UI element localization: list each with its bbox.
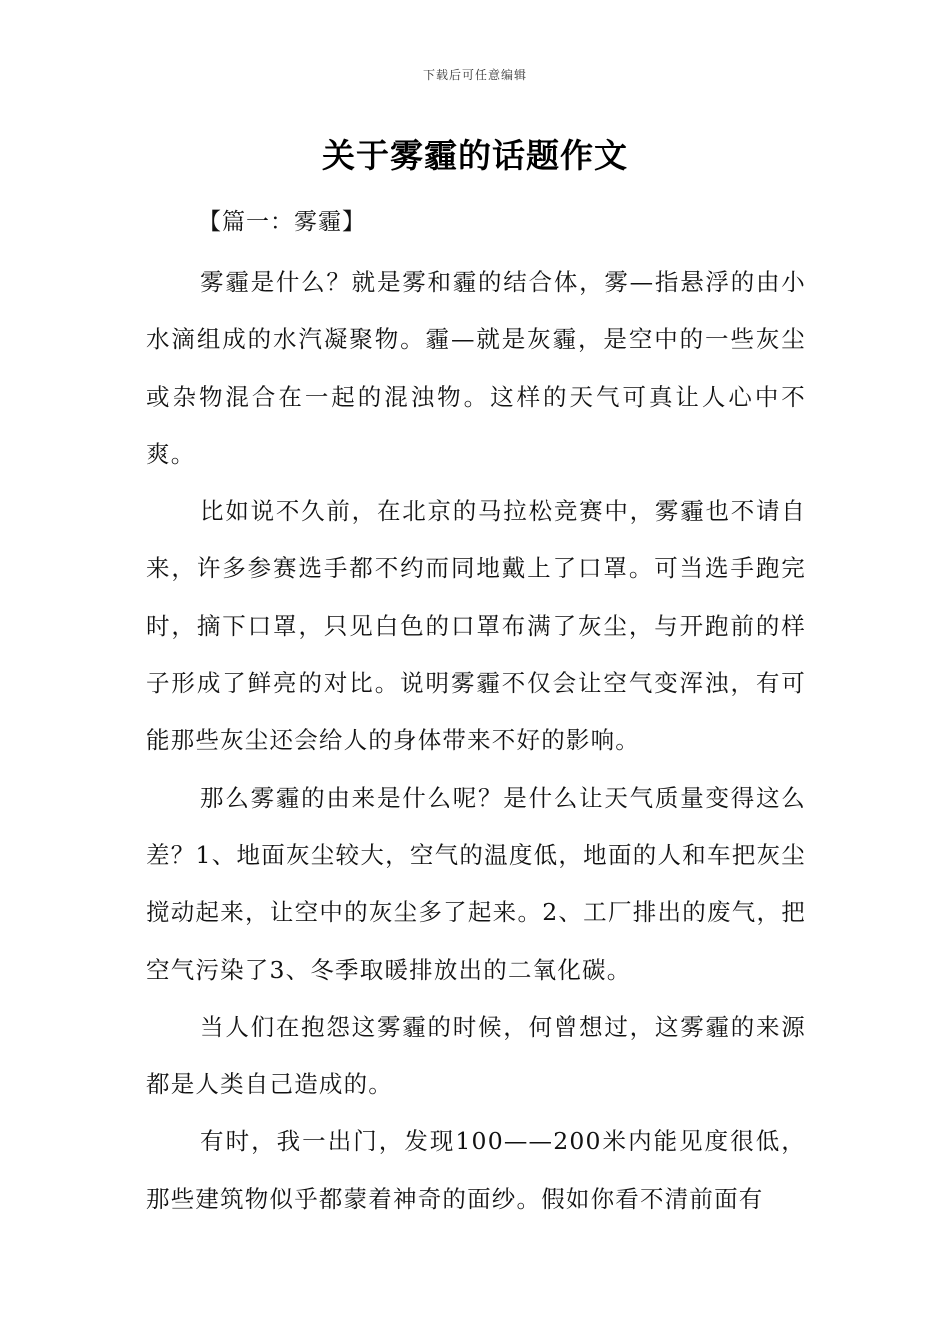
paragraph-4: 当人们在抱怨这雾霾的时候，何曾想过，这雾霾的来源都是人类自己造成的。	[146, 1012, 806, 1099]
document-body	[146, 254, 806, 1228]
section-heading: 【篇一：雾霾】	[198, 209, 366, 235]
paragraph-1: 雾霾是什么？就是雾和霾的结合体，雾—指悬浮的由小水滴组成的水汽凝聚物。霾—就是灰霾，是空中的一些灰尘或杂物混合在一起的混浊物。这样的天气可真让人心中不爽。	[146, 268, 806, 468]
paragraph-2: 比如说不久前，在北京的马拉松竞赛中，雾霾也不请自来，许多参赛选手都不约而同地戴上了口罩。可当选手跑完时，摘下口罩，只见白色的口罩布满了灰尘，与开跑前的样子形成了鲜亮的对比。说明雾霾不仅会让空气变浑浊，有可能那些灰尘还会给人的身体带来不好的影响。	[146, 497, 806, 755]
paragraph-3: 那么雾霾的由来是什么呢？是什么让天气质量变得这么差？1、地面灰尘较大，空气的温度低，地面的人和车把灰尘搅动起来，让空中的灰尘多了起来。2、工厂排出的废气，把空气污染了3、冬季取暖排放出的二氧化碳。	[146, 783, 806, 984]
paragraph-5: 有时，我一出门，发现100——200米内能见度很低，那些建筑物似乎都蒙着神奇的面纱。假如你看不清前面有	[146, 1127, 806, 1213]
document-title: 关于雾霾的话题作文	[322, 136, 628, 175]
page-header-note: 下载后可任意编辑	[422, 68, 527, 82]
